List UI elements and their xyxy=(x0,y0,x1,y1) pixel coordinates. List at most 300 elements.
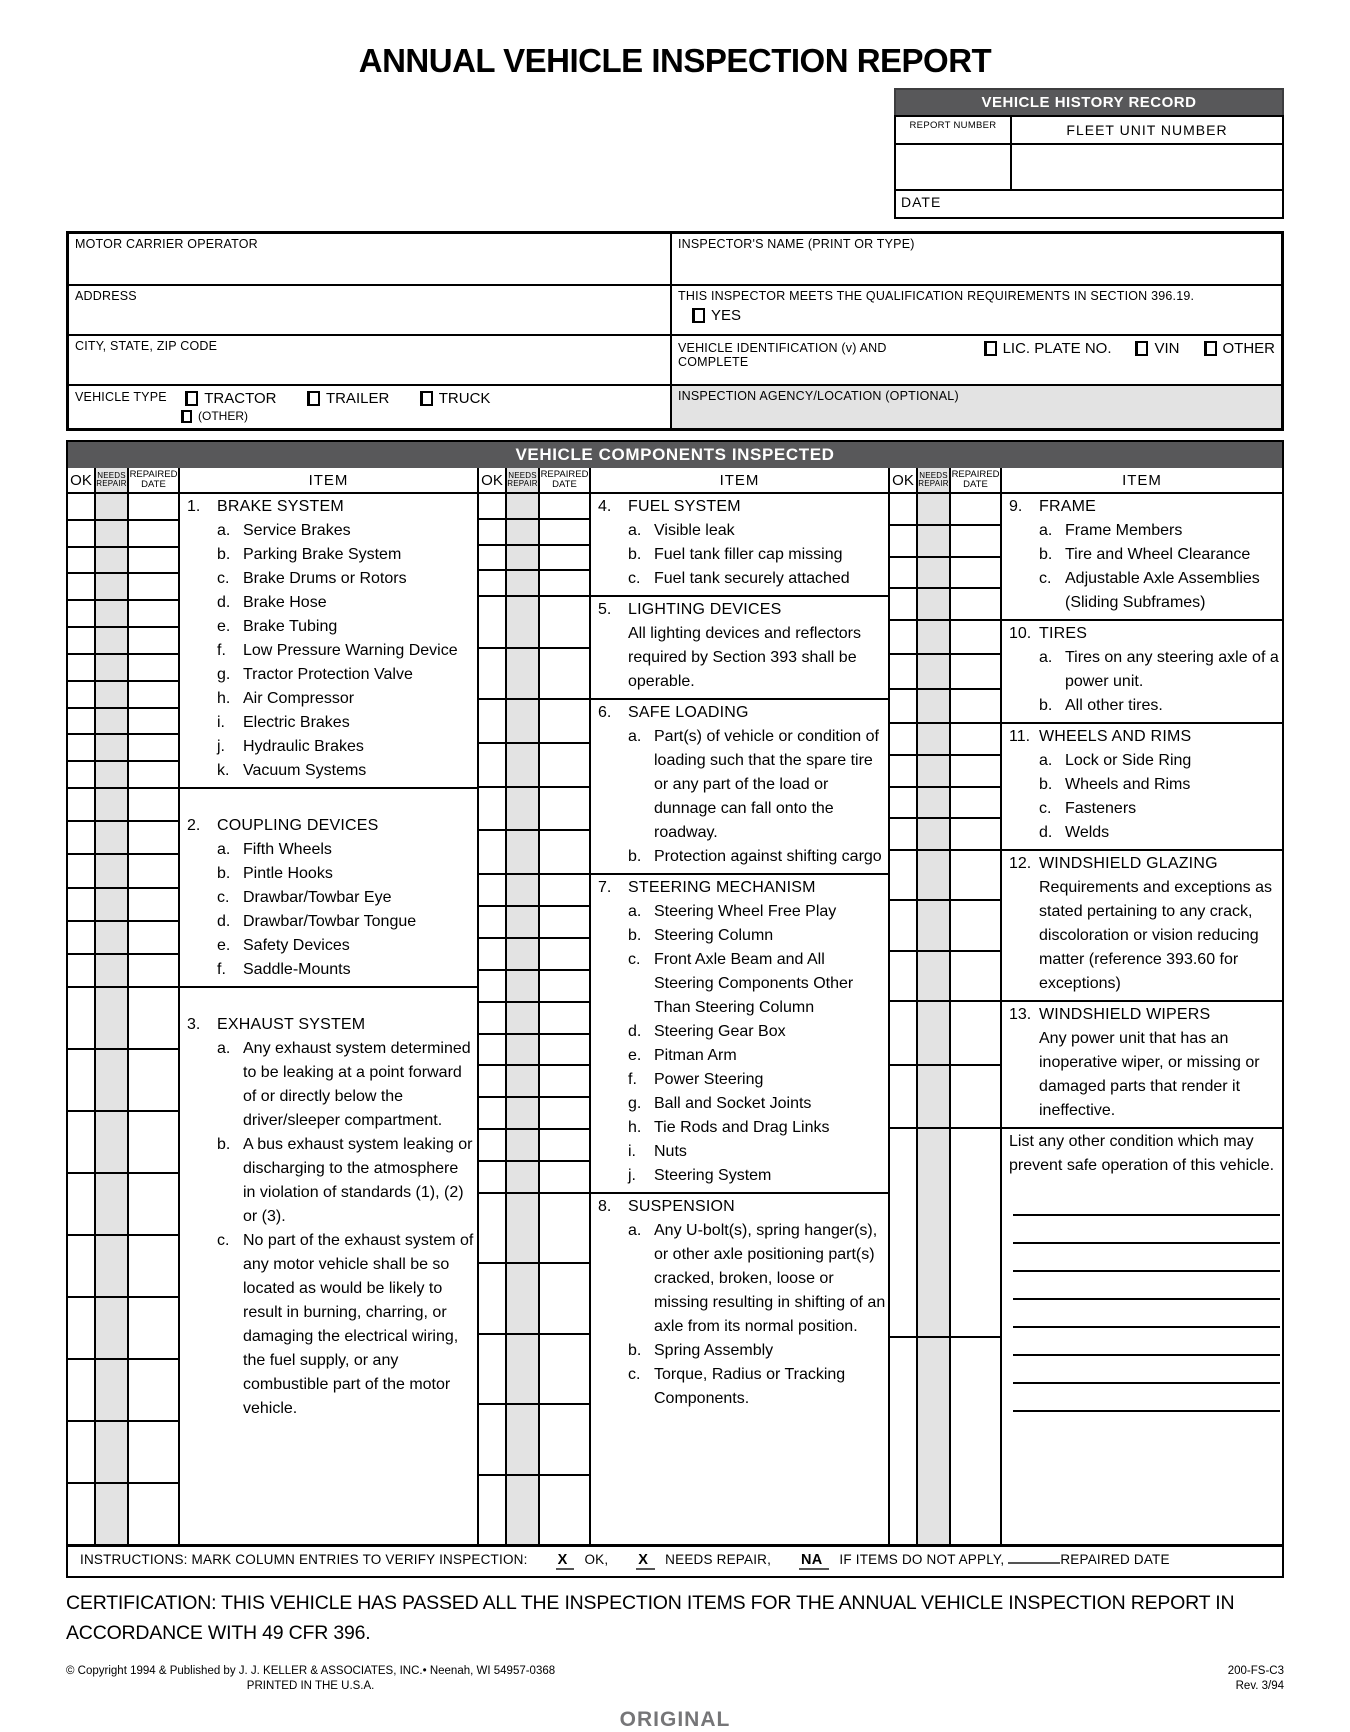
vin-checkbox[interactable] xyxy=(1135,341,1148,356)
section-number: 4. xyxy=(598,498,612,515)
components-column-2 xyxy=(479,468,890,1544)
repaired-date-cell[interactable] xyxy=(951,724,1000,756)
needs-repair-mark-cell[interactable] xyxy=(507,700,538,744)
qualification-yes-option[interactable] xyxy=(692,307,1275,324)
needs-repair-mark-cell[interactable] xyxy=(96,735,127,762)
ok-mark-cell[interactable] xyxy=(479,1264,505,1334)
ok-mark-cell[interactable] xyxy=(890,655,916,689)
vehicle-history-record xyxy=(894,88,1284,219)
ok-mark-cell[interactable] xyxy=(479,1335,505,1405)
needs-repair-mark-cell[interactable] xyxy=(507,1130,538,1162)
needs-repair-mark-cell[interactable] xyxy=(918,1066,949,1128)
needs-repair-mark-cell[interactable] xyxy=(918,1338,949,1545)
ok-mark-cell[interactable] xyxy=(479,788,505,832)
inspector-name-field[interactable] xyxy=(672,234,1281,284)
write-in-line[interactable] xyxy=(1013,1384,1280,1412)
motor-carrier-field[interactable] xyxy=(69,234,672,284)
needs-repair-mark-cell[interactable] xyxy=(96,601,127,628)
vid-other-option[interactable] xyxy=(1204,340,1276,357)
needs-repair-mark-cell[interactable] xyxy=(507,875,538,907)
needs-repair-mark-cell[interactable] xyxy=(96,762,127,787)
needs-repair-mark-cell[interactable] xyxy=(918,621,949,655)
item-text: Adjustable Axle Assemblies (Sliding Subframes) xyxy=(1065,570,1260,611)
ok-mark-cell[interactable] xyxy=(890,1002,916,1066)
component-item xyxy=(598,519,886,543)
ok-mark-cell[interactable] xyxy=(479,831,505,873)
section-number: 11. xyxy=(1009,728,1031,745)
needs-repair-mark-cell[interactable] xyxy=(918,589,949,619)
needs-repair-mark-cell[interactable] xyxy=(918,952,949,1000)
repaired-date-cell[interactable] xyxy=(951,1129,1000,1338)
ok-mark-cell[interactable] xyxy=(68,628,94,655)
repaired-date-cell[interactable] xyxy=(129,855,178,888)
repaired-date-cell[interactable] xyxy=(540,597,589,649)
ok-mark-cell[interactable] xyxy=(68,889,94,922)
item-letter: g. xyxy=(628,1095,642,1112)
repaired-date-cell[interactable] xyxy=(129,628,178,655)
item-letter: e. xyxy=(217,618,231,635)
repaired-date-cell[interactable] xyxy=(129,521,178,548)
ok-mark-cell[interactable] xyxy=(479,1476,505,1544)
component-item xyxy=(598,1020,886,1044)
yes-checkbox[interactable] xyxy=(692,308,705,323)
repaired-date-cell[interactable] xyxy=(951,1338,1000,1545)
ok-mark-cell[interactable] xyxy=(68,1298,94,1360)
copyright-text: © Copyright 1994 & Published by J. J. KELLER & ASSOCIATES, INC.• Neenah, WI 54957-0368 xyxy=(66,1665,556,1677)
write-in-line[interactable] xyxy=(1013,1188,1280,1216)
section-number: 6. xyxy=(598,704,612,721)
component-item xyxy=(187,735,475,759)
city-state-zip-field[interactable] xyxy=(69,334,672,384)
truck-option[interactable] xyxy=(420,390,491,407)
needs-repair-mark-cell[interactable] xyxy=(96,521,127,548)
repaired-date-cell[interactable] xyxy=(951,589,1000,619)
ok-mark-cell[interactable] xyxy=(890,788,916,820)
repaired-date-cell[interactable] xyxy=(129,548,178,575)
needs-repair-mark-cell[interactable] xyxy=(507,907,538,939)
ok-mark-cell[interactable] xyxy=(890,690,916,722)
ok-mark-cell[interactable] xyxy=(479,744,505,788)
tractor-checkbox[interactable] xyxy=(185,391,198,406)
vin-option[interactable] xyxy=(1135,340,1179,357)
item-letter: b. xyxy=(628,927,642,944)
repaired-date-cell[interactable] xyxy=(540,1003,589,1035)
repaired-date-cell[interactable] xyxy=(540,1476,589,1544)
needs-repair-mark-cell[interactable] xyxy=(96,855,127,888)
repaired-date-cell[interactable] xyxy=(129,762,178,787)
repaired-date-cell[interactable] xyxy=(129,822,178,855)
needs-repair-mark-cell[interactable] xyxy=(507,1035,538,1067)
ok-mark-cell[interactable] xyxy=(68,494,94,521)
repaired-date-cell[interactable] xyxy=(129,889,178,922)
ok-mark-cell[interactable] xyxy=(68,922,94,955)
section-number: 3. xyxy=(187,1016,201,1033)
vehicle-type-label: VEHICLE TYPE xyxy=(75,390,167,404)
repaired-date-cell[interactable] xyxy=(951,526,1000,558)
ok-mark-cell[interactable] xyxy=(890,1129,916,1338)
ok-mark-cell[interactable] xyxy=(68,521,94,548)
needs-repair-mark-cell[interactable] xyxy=(96,1422,127,1484)
repaired-date-cell[interactable] xyxy=(540,1405,589,1475)
write-in-line[interactable] xyxy=(1013,1328,1280,1356)
needs-repair-mark-cell[interactable] xyxy=(507,788,538,832)
ok-mark-cell[interactable] xyxy=(479,1098,505,1130)
component-item xyxy=(598,1068,886,1092)
ok-mark-cell[interactable] xyxy=(479,520,505,546)
item-letter: j. xyxy=(628,1167,636,1184)
ok-mark-cell[interactable] xyxy=(890,1066,916,1128)
ok-mark-cell[interactable] xyxy=(68,682,94,709)
ok-mark-cell[interactable] xyxy=(890,621,916,655)
component-item xyxy=(187,759,475,783)
repaired-date-cell[interactable] xyxy=(129,1112,178,1174)
repaired-date-cell[interactable] xyxy=(951,621,1000,655)
repaired-date-cell[interactable] xyxy=(129,955,178,986)
ok-mark-cell[interactable] xyxy=(479,494,505,520)
ok-mark-cell[interactable] xyxy=(68,955,94,986)
needs-repair-mark-cell[interactable] xyxy=(507,649,538,699)
repaired-date-cell[interactable] xyxy=(129,494,178,521)
repaired-date-cell[interactable] xyxy=(129,1360,178,1422)
item-text: Steering System xyxy=(654,1167,772,1184)
nr-cell-column xyxy=(918,1129,951,1544)
needs-repair-mark-cell[interactable] xyxy=(96,822,127,855)
trailer-label: TRAILER xyxy=(325,390,390,407)
ok-mark-cell[interactable] xyxy=(68,1484,94,1544)
needs-repair-mark-cell[interactable] xyxy=(507,939,538,971)
repaired-date-cell[interactable] xyxy=(951,952,1000,1000)
item-text: Tires on any steering axle of a power unit. xyxy=(1065,649,1279,690)
repaired-date-cell[interactable] xyxy=(129,1298,178,1360)
needs-repair-mark-cell[interactable] xyxy=(507,546,538,572)
address-field[interactable] xyxy=(69,284,672,334)
write-in-line[interactable] xyxy=(1013,1216,1280,1244)
needs-repair-mark-cell[interactable] xyxy=(507,1098,538,1130)
repaired-date-cell[interactable] xyxy=(540,546,589,572)
ok-mark-cell[interactable] xyxy=(68,1236,94,1298)
ok-mark-cell[interactable] xyxy=(479,649,505,699)
repaired-date-cell[interactable] xyxy=(129,922,178,955)
rd-cell-column xyxy=(129,988,180,1544)
write-in-line[interactable] xyxy=(1013,1244,1280,1272)
ok-mark-cell[interactable] xyxy=(479,1035,505,1067)
repaired-date-cell[interactable] xyxy=(129,789,178,822)
item-letter: c. xyxy=(628,1366,641,1383)
repaired-date-cell[interactable] xyxy=(129,1050,178,1112)
needs-repair-mark-cell[interactable] xyxy=(96,955,127,986)
item-letter: c. xyxy=(217,1232,230,1249)
lic-plate-option[interactable] xyxy=(984,340,1112,357)
needs-repair-mark-cell[interactable] xyxy=(96,889,127,922)
footer xyxy=(66,1664,1284,1694)
repaired-date-cell[interactable] xyxy=(129,655,178,682)
ok-mark-cell[interactable] xyxy=(68,1360,94,1422)
ok-mark-cell[interactable] xyxy=(890,558,916,590)
needs-repair-mark-cell[interactable] xyxy=(96,1360,127,1422)
repaired-date-cell[interactable] xyxy=(540,788,589,832)
component-item xyxy=(187,958,475,982)
section-title: WHEELS AND RIMS xyxy=(1039,728,1192,745)
ok-mark-cell[interactable] xyxy=(68,1050,94,1112)
ok-mark-cell[interactable] xyxy=(479,1405,505,1475)
repaired-date-cell[interactable] xyxy=(129,682,178,709)
needs-repair-mark-cell[interactable] xyxy=(96,709,127,736)
needs-repair-mark-cell[interactable] xyxy=(918,901,949,951)
needs-repair-mark-cell[interactable] xyxy=(96,494,127,521)
ok-mark-cell[interactable] xyxy=(479,1130,505,1162)
fleet-unit-number-field[interactable] xyxy=(1012,145,1282,189)
needs-repair-mark-cell[interactable] xyxy=(507,1405,538,1475)
needs-repair-mark-cell[interactable] xyxy=(96,789,127,822)
vin-label: VIN xyxy=(1154,340,1180,357)
needs-repair-mark-cell[interactable] xyxy=(96,1484,127,1544)
item-text: Welds xyxy=(1065,824,1110,841)
component-item xyxy=(187,687,475,711)
needs-repair-mark-cell[interactable] xyxy=(96,682,127,709)
repaired-date-cell[interactable] xyxy=(540,939,589,971)
repaired-date-cell[interactable] xyxy=(951,756,1000,788)
ok-mark-cell[interactable] xyxy=(890,851,916,901)
repaired-date-cell[interactable] xyxy=(540,1035,589,1067)
needs-repair-mark-cell[interactable] xyxy=(507,1066,538,1098)
ok-mark-cell[interactable] xyxy=(890,901,916,951)
ok-mark-cell[interactable] xyxy=(890,1338,916,1545)
needs-repair-mark-cell[interactable] xyxy=(918,655,949,689)
repaired-date-cell[interactable] xyxy=(540,1194,589,1264)
ok-mark-cell[interactable] xyxy=(479,571,505,595)
ok-mark-cell[interactable] xyxy=(479,875,505,907)
lic-plate-checkbox[interactable] xyxy=(984,341,997,356)
component-item xyxy=(187,886,475,910)
ok-mark-cell[interactable] xyxy=(68,762,94,787)
ok-mark-cell[interactable] xyxy=(890,819,916,849)
needs-repair-mark-cell[interactable] xyxy=(507,831,538,873)
truck-checkbox[interactable] xyxy=(420,391,433,406)
ok-mark-cell[interactable] xyxy=(479,1194,505,1264)
component-item xyxy=(598,1116,886,1140)
needs-repair-mark-cell[interactable] xyxy=(918,756,949,788)
repaired-date-cell[interactable] xyxy=(540,520,589,546)
ok-mark-cell[interactable] xyxy=(68,548,94,575)
component-item xyxy=(1009,821,1280,845)
na-mark-text: IF ITEMS DO NOT APPLY, xyxy=(839,1552,1005,1567)
ok-mark-cell[interactable] xyxy=(479,907,505,939)
ok-mark-cell[interactable] xyxy=(890,756,916,788)
item-text: Frame Members xyxy=(1065,522,1183,539)
ok-mark-cell[interactable] xyxy=(479,1003,505,1035)
ok-mark-cell[interactable] xyxy=(890,589,916,619)
ok-mark-cell[interactable] xyxy=(68,855,94,888)
trailer-option[interactable] xyxy=(307,390,389,407)
rd-cell-column xyxy=(540,1194,591,1544)
component-section xyxy=(890,1002,1282,1129)
repaired-date-cell[interactable] xyxy=(129,1422,178,1484)
ok-mark-cell[interactable] xyxy=(890,494,916,526)
needs-repair-mark-cell[interactable] xyxy=(96,1112,127,1174)
component-item xyxy=(187,1037,475,1133)
needs-repair-mark-cell[interactable] xyxy=(918,819,949,849)
components-column-1 xyxy=(68,468,479,1544)
ok-mark-cell[interactable] xyxy=(68,1112,94,1174)
needs-repair-mark-cell[interactable] xyxy=(96,655,127,682)
item-text: Parking Brake System xyxy=(243,546,402,563)
ok-cell-column xyxy=(890,724,918,849)
ok-mark-cell[interactable] xyxy=(479,1066,505,1098)
component-section xyxy=(479,597,888,700)
repaired-date-cell[interactable] xyxy=(951,558,1000,590)
needs-repair-mark-cell[interactable] xyxy=(507,1162,538,1192)
vid-other-checkbox[interactable] xyxy=(1204,341,1217,356)
ok-mark-cell[interactable] xyxy=(479,1162,505,1192)
needs-repair-mark-cell[interactable] xyxy=(507,1476,538,1544)
vehicle-history-record-table xyxy=(894,115,1284,219)
ok-mark-cell[interactable] xyxy=(479,971,505,1003)
ok-mark-cell[interactable] xyxy=(68,822,94,855)
needs-repair-mark-cell[interactable] xyxy=(96,1236,127,1298)
tractor-option[interactable] xyxy=(185,390,276,407)
ok-mark-cell[interactable] xyxy=(479,597,505,649)
ok-mark-cell[interactable] xyxy=(68,655,94,682)
ok-cell-column xyxy=(479,700,507,873)
repaired-date-cell[interactable] xyxy=(540,971,589,1003)
repaired-date-cell[interactable] xyxy=(951,1066,1000,1128)
needs-repair-mark-cell[interactable] xyxy=(918,851,949,901)
trailer-checkbox[interactable] xyxy=(307,391,320,406)
needs-repair-mark-cell[interactable] xyxy=(507,1264,538,1334)
needs-repair-mark-cell[interactable] xyxy=(918,724,949,756)
needs-repair-mark-cell[interactable] xyxy=(507,744,538,788)
report-number-field[interactable] xyxy=(896,145,1012,189)
repaired-date-cell[interactable] xyxy=(540,571,589,595)
needs-repair-mark-cell[interactable] xyxy=(507,1003,538,1035)
ok-mark-cell[interactable] xyxy=(68,574,94,601)
repaired-date-cell[interactable] xyxy=(540,1264,589,1334)
repaired-date-cell[interactable] xyxy=(951,1002,1000,1066)
needs-repair-mark-cell[interactable] xyxy=(507,1335,538,1405)
repaired-date-cell[interactable] xyxy=(540,1335,589,1405)
needs-repair-mark-cell[interactable] xyxy=(96,548,127,575)
needs-repair-mark-cell[interactable] xyxy=(96,988,127,1050)
ok-mark-cell[interactable] xyxy=(68,709,94,736)
repaired-date-cell[interactable] xyxy=(951,851,1000,901)
needs-repair-mark-cell[interactable] xyxy=(507,494,538,520)
ok-mark-cell[interactable] xyxy=(68,789,94,822)
repaired-date-cell[interactable] xyxy=(129,574,178,601)
rd-cell-column xyxy=(951,1129,1002,1544)
repaired-date-cell[interactable] xyxy=(129,735,178,762)
repaired-date-cell[interactable] xyxy=(540,1066,589,1098)
needs-repair-mark-cell[interactable] xyxy=(507,1194,538,1264)
yes-label: YES xyxy=(711,307,742,324)
needs-repair-mark-cell[interactable] xyxy=(918,526,949,558)
ok-mark-cell[interactable] xyxy=(479,700,505,744)
needs-repair-mark-cell[interactable] xyxy=(507,520,538,546)
vehicle-type-other-option[interactable] xyxy=(181,409,664,423)
item-letter: i. xyxy=(217,714,225,731)
ok-mark-cell[interactable] xyxy=(479,546,505,572)
repaired-date-cell[interactable] xyxy=(951,690,1000,722)
needs-repair-mark-cell[interactable] xyxy=(507,971,538,1003)
ok-mark-cell[interactable] xyxy=(68,1422,94,1484)
repaired-date-cell[interactable] xyxy=(540,875,589,907)
ok-mark-cell[interactable] xyxy=(890,526,916,558)
repaired-date-cell[interactable] xyxy=(951,494,1000,526)
component-section xyxy=(890,851,1282,1002)
repaired-date-cell[interactable] xyxy=(951,819,1000,849)
ok-mark-cell[interactable] xyxy=(890,952,916,1000)
repaired-date-cell[interactable] xyxy=(540,831,589,873)
other-checkbox[interactable] xyxy=(181,410,192,423)
repaired-date-cell[interactable] xyxy=(540,1162,589,1192)
footer-left xyxy=(66,1664,555,1694)
needs-repair-mark-cell[interactable] xyxy=(96,1174,127,1236)
repaired-date-cell[interactable] xyxy=(540,1130,589,1162)
repaired-date-cell[interactable] xyxy=(129,988,178,1050)
inspection-agency-field[interactable] xyxy=(672,384,1281,428)
ok-mark-cell[interactable] xyxy=(890,724,916,756)
needs-repair-mark-cell[interactable] xyxy=(507,597,538,649)
needs-repair-mark-cell[interactable] xyxy=(918,788,949,820)
ok-mark-cell[interactable] xyxy=(68,735,94,762)
component-section xyxy=(890,724,1282,851)
section-heading xyxy=(1009,1003,1280,1027)
ok-mark-cell[interactable] xyxy=(68,601,94,628)
needs-repair-mark-cell[interactable] xyxy=(918,690,949,722)
nr-cell-column xyxy=(96,789,129,986)
repaired-date-cell[interactable] xyxy=(951,655,1000,689)
repaired-date-cell[interactable] xyxy=(540,700,589,744)
needs-repair-mark-cell[interactable] xyxy=(96,574,127,601)
item-text: Service Brakes xyxy=(243,522,351,539)
needs-repair-mark-cell[interactable] xyxy=(918,558,949,590)
section-heading xyxy=(598,495,886,519)
column-1-body xyxy=(68,494,477,1544)
repaired-date-cell[interactable] xyxy=(129,1484,178,1544)
repaired-date-cell[interactable] xyxy=(540,907,589,939)
column-2-header-row xyxy=(479,468,888,494)
needs-repair-mark-cell[interactable] xyxy=(918,1129,949,1338)
repaired-date-cell[interactable] xyxy=(540,494,589,520)
repaired-date-cell[interactable] xyxy=(129,1236,178,1298)
write-in-line[interactable] xyxy=(1013,1272,1280,1300)
ok-mark-cell[interactable] xyxy=(68,988,94,1050)
write-in-line[interactable] xyxy=(1013,1300,1280,1328)
repaired-date-blank[interactable] xyxy=(1008,1553,1060,1564)
repaired-date-cell[interactable] xyxy=(540,1098,589,1130)
repaired-date-cell[interactable] xyxy=(540,744,589,788)
ok-mark-cell[interactable] xyxy=(479,939,505,971)
needs-repair-mark-cell[interactable] xyxy=(96,1050,127,1112)
needs-repair-mark-cell[interactable] xyxy=(507,571,538,595)
repaired-date-cell[interactable] xyxy=(129,709,178,736)
needs-repair-mark-cell[interactable] xyxy=(96,1298,127,1360)
repaired-date-cell[interactable] xyxy=(951,788,1000,820)
date-field[interactable] xyxy=(896,189,1282,217)
needs-repair-mark-cell[interactable] xyxy=(918,494,949,526)
repaired-date-cell[interactable] xyxy=(129,1174,178,1236)
write-in-line[interactable] xyxy=(1013,1356,1280,1384)
nr-cell-column xyxy=(918,494,951,619)
section-title: SAFE LOADING xyxy=(628,704,749,721)
ok-mark-cell[interactable] xyxy=(68,1174,94,1236)
needs-repair-mark-cell[interactable] xyxy=(918,1002,949,1066)
needs-repair-mark-cell[interactable] xyxy=(96,628,127,655)
repaired-date-cell[interactable] xyxy=(540,649,589,699)
repaired-date-cell[interactable] xyxy=(951,901,1000,951)
nr-cell-column xyxy=(918,1002,951,1127)
needs-repair-mark-cell[interactable] xyxy=(96,922,127,955)
repaired-date-cell[interactable] xyxy=(129,601,178,628)
